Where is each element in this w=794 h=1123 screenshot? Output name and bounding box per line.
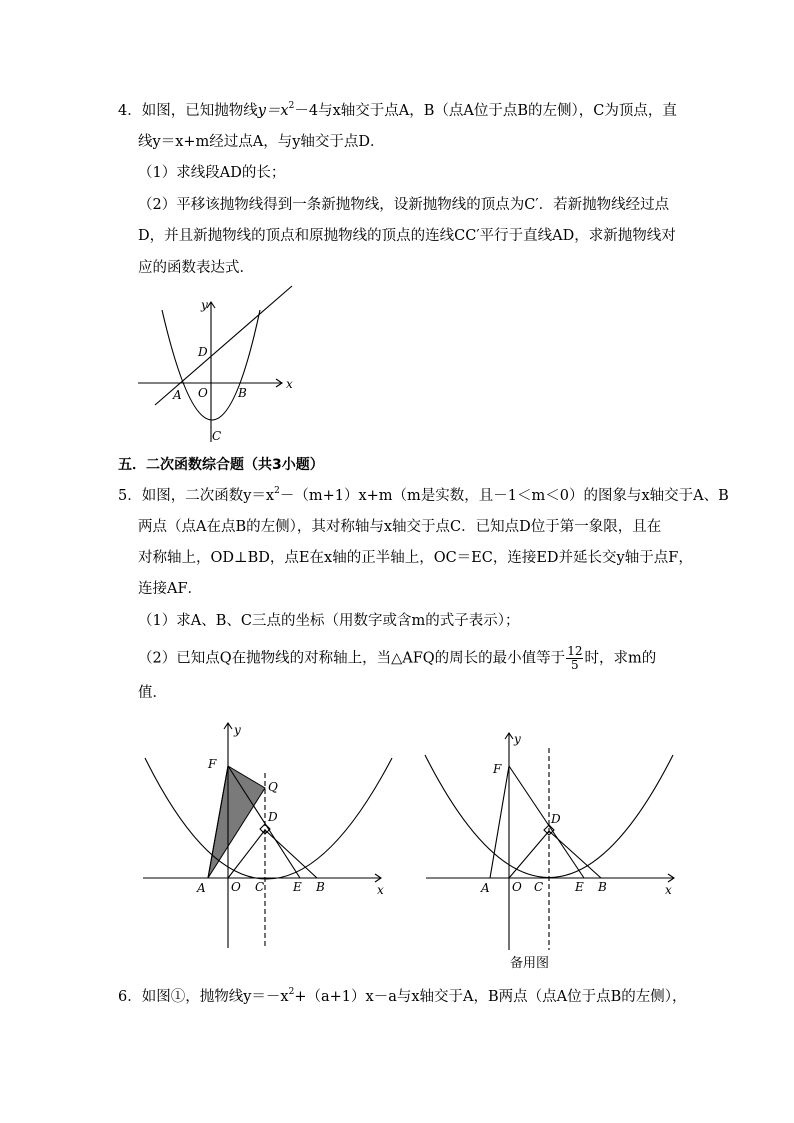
q5-fig1-label-b: B bbox=[316, 880, 325, 894]
q5-line-1 bbox=[118, 486, 729, 506]
q4-figure bbox=[130, 280, 310, 445]
q5-frac-den: 5 bbox=[571, 658, 579, 672]
q4-part-2c: 应的函数表达式． bbox=[138, 260, 254, 276]
q5-figure-1 bbox=[135, 718, 397, 953]
q5-fig2-label-c: C bbox=[534, 880, 544, 894]
q5-line-4: 连接AF． bbox=[138, 581, 203, 597]
q5-frac-num: 12 bbox=[567, 644, 583, 658]
q5-fig1-label-y: y bbox=[234, 723, 241, 737]
q5-fraction bbox=[566, 645, 583, 672]
q5-l1-b: －（m+1）x+m（m是实数，且－1＜m＜0）的图象与x轴交于A、B bbox=[279, 488, 729, 504]
q5-l1-exp: 2 bbox=[274, 486, 280, 496]
q4-part-2a: （2）平移该抛物线得到一条新抛物线，设新抛物线的顶点为C′．若新抛物线经过点 bbox=[138, 197, 670, 213]
q5-fig2-line-db bbox=[549, 831, 601, 878]
q4-label-y: y bbox=[201, 298, 208, 312]
q5-part-2b-text: 时，求m的 bbox=[584, 650, 657, 667]
q5-fig2-label-d: D bbox=[551, 812, 561, 826]
q4-label-d: D bbox=[198, 345, 208, 359]
q5-fig1-label-a: A bbox=[197, 881, 206, 895]
q5-figure-2 bbox=[418, 718, 680, 953]
q6-text-a: 如图①，抛物线y＝－x bbox=[141, 989, 289, 1005]
q5-fig1-line-db bbox=[265, 830, 317, 878]
q6-text-b: +（a+1）x－a与x轴交于A，B两点（点A位于点B的左侧）， bbox=[294, 989, 687, 1005]
q5-fig2-label-a: A bbox=[481, 881, 490, 895]
q5-fig1-label-x: x bbox=[377, 883, 384, 897]
q5-fig2-line-fe bbox=[509, 766, 584, 878]
q5-fig2-label-o: O bbox=[512, 880, 522, 894]
q6-line-1 bbox=[118, 987, 687, 1007]
q5-line-3: 对称轴上，OD⊥BD，点E在x轴的正半轴上，OC＝EC，连接ED并延长交y轴于点F， bbox=[138, 550, 693, 566]
q4-part-1: （1）求线段AD的长； bbox=[138, 165, 286, 181]
q4-intro-b: 与x轴交于点A，B（点A位于点B的左侧），C为顶点，直 bbox=[318, 103, 677, 119]
q5-fig2-label-e: E bbox=[575, 880, 584, 894]
q5-line-2: 两点（点A在点B的左侧），其对称轴与x轴交于点C．已知点D位于第一象限，且在 bbox=[138, 519, 662, 535]
q5-fig2-label-y: y bbox=[514, 732, 521, 746]
q5-fig1-label-e: E bbox=[293, 880, 302, 894]
q4-label-o: O bbox=[198, 386, 208, 400]
q6-exp: 2 bbox=[288, 987, 295, 997]
q5-fig2-label-x: x bbox=[665, 883, 672, 897]
q5-fig1-label-d: D bbox=[268, 810, 278, 824]
q5-fig1-label-q: Q bbox=[268, 780, 278, 794]
q5-number: 5． bbox=[118, 488, 142, 504]
q5-part-2c: 值． bbox=[138, 685, 167, 701]
q4-eq1-exp: 2 bbox=[288, 101, 295, 111]
q4-line-1 bbox=[118, 101, 677, 121]
q5-fig2-line-od bbox=[509, 831, 549, 878]
q4-eq1: y＝x bbox=[257, 103, 289, 119]
q5-fig2-line-af bbox=[490, 766, 509, 878]
q4-label-c: C bbox=[212, 429, 222, 443]
q5-fig1-label-f: F bbox=[208, 757, 217, 771]
q5-fig2-label-f: F bbox=[493, 762, 502, 776]
q6-number: 6． bbox=[118, 989, 142, 1005]
q5-fig1-label-o: O bbox=[231, 880, 241, 894]
q4-label-x: x bbox=[286, 377, 293, 391]
q4-intro-a: 如图，已知抛物线 bbox=[141, 103, 258, 119]
q5-l1-a: 如图，二次函数y＝x bbox=[141, 488, 275, 504]
q4-number: 4． bbox=[118, 103, 142, 119]
section-5-title: 五．二次函数综合题（共3小题） bbox=[118, 457, 324, 473]
q4-line-2: 线y＝x+m经过点A，与y轴交于点D． bbox=[138, 134, 385, 150]
q5-fig2-label-b: B bbox=[598, 880, 607, 894]
q4-label-a: A bbox=[173, 388, 182, 402]
q4-part-2b: D，并且新抛物线的顶点和原抛物线的顶点的连线CC′平行于直线AD，求新抛物线对 bbox=[138, 228, 676, 244]
q5-fig1-triangle-afq bbox=[208, 766, 265, 878]
q4-label-b: B bbox=[238, 386, 247, 400]
q4-eq1-tail: －4 bbox=[294, 103, 319, 119]
q5-part-1: （1）求A、B、C三点的坐标（用数字或含m的式子表示）； bbox=[138, 613, 520, 629]
q5-part-2a bbox=[138, 645, 656, 672]
q5-part-2a-text: （2）已知点Q在抛物线的对称轴上，当△AFQ的周长的最小值等于 bbox=[138, 650, 566, 667]
q5-figure-2-caption: 备用图 bbox=[510, 956, 550, 971]
q5-fig1-label-c: C bbox=[255, 880, 265, 894]
